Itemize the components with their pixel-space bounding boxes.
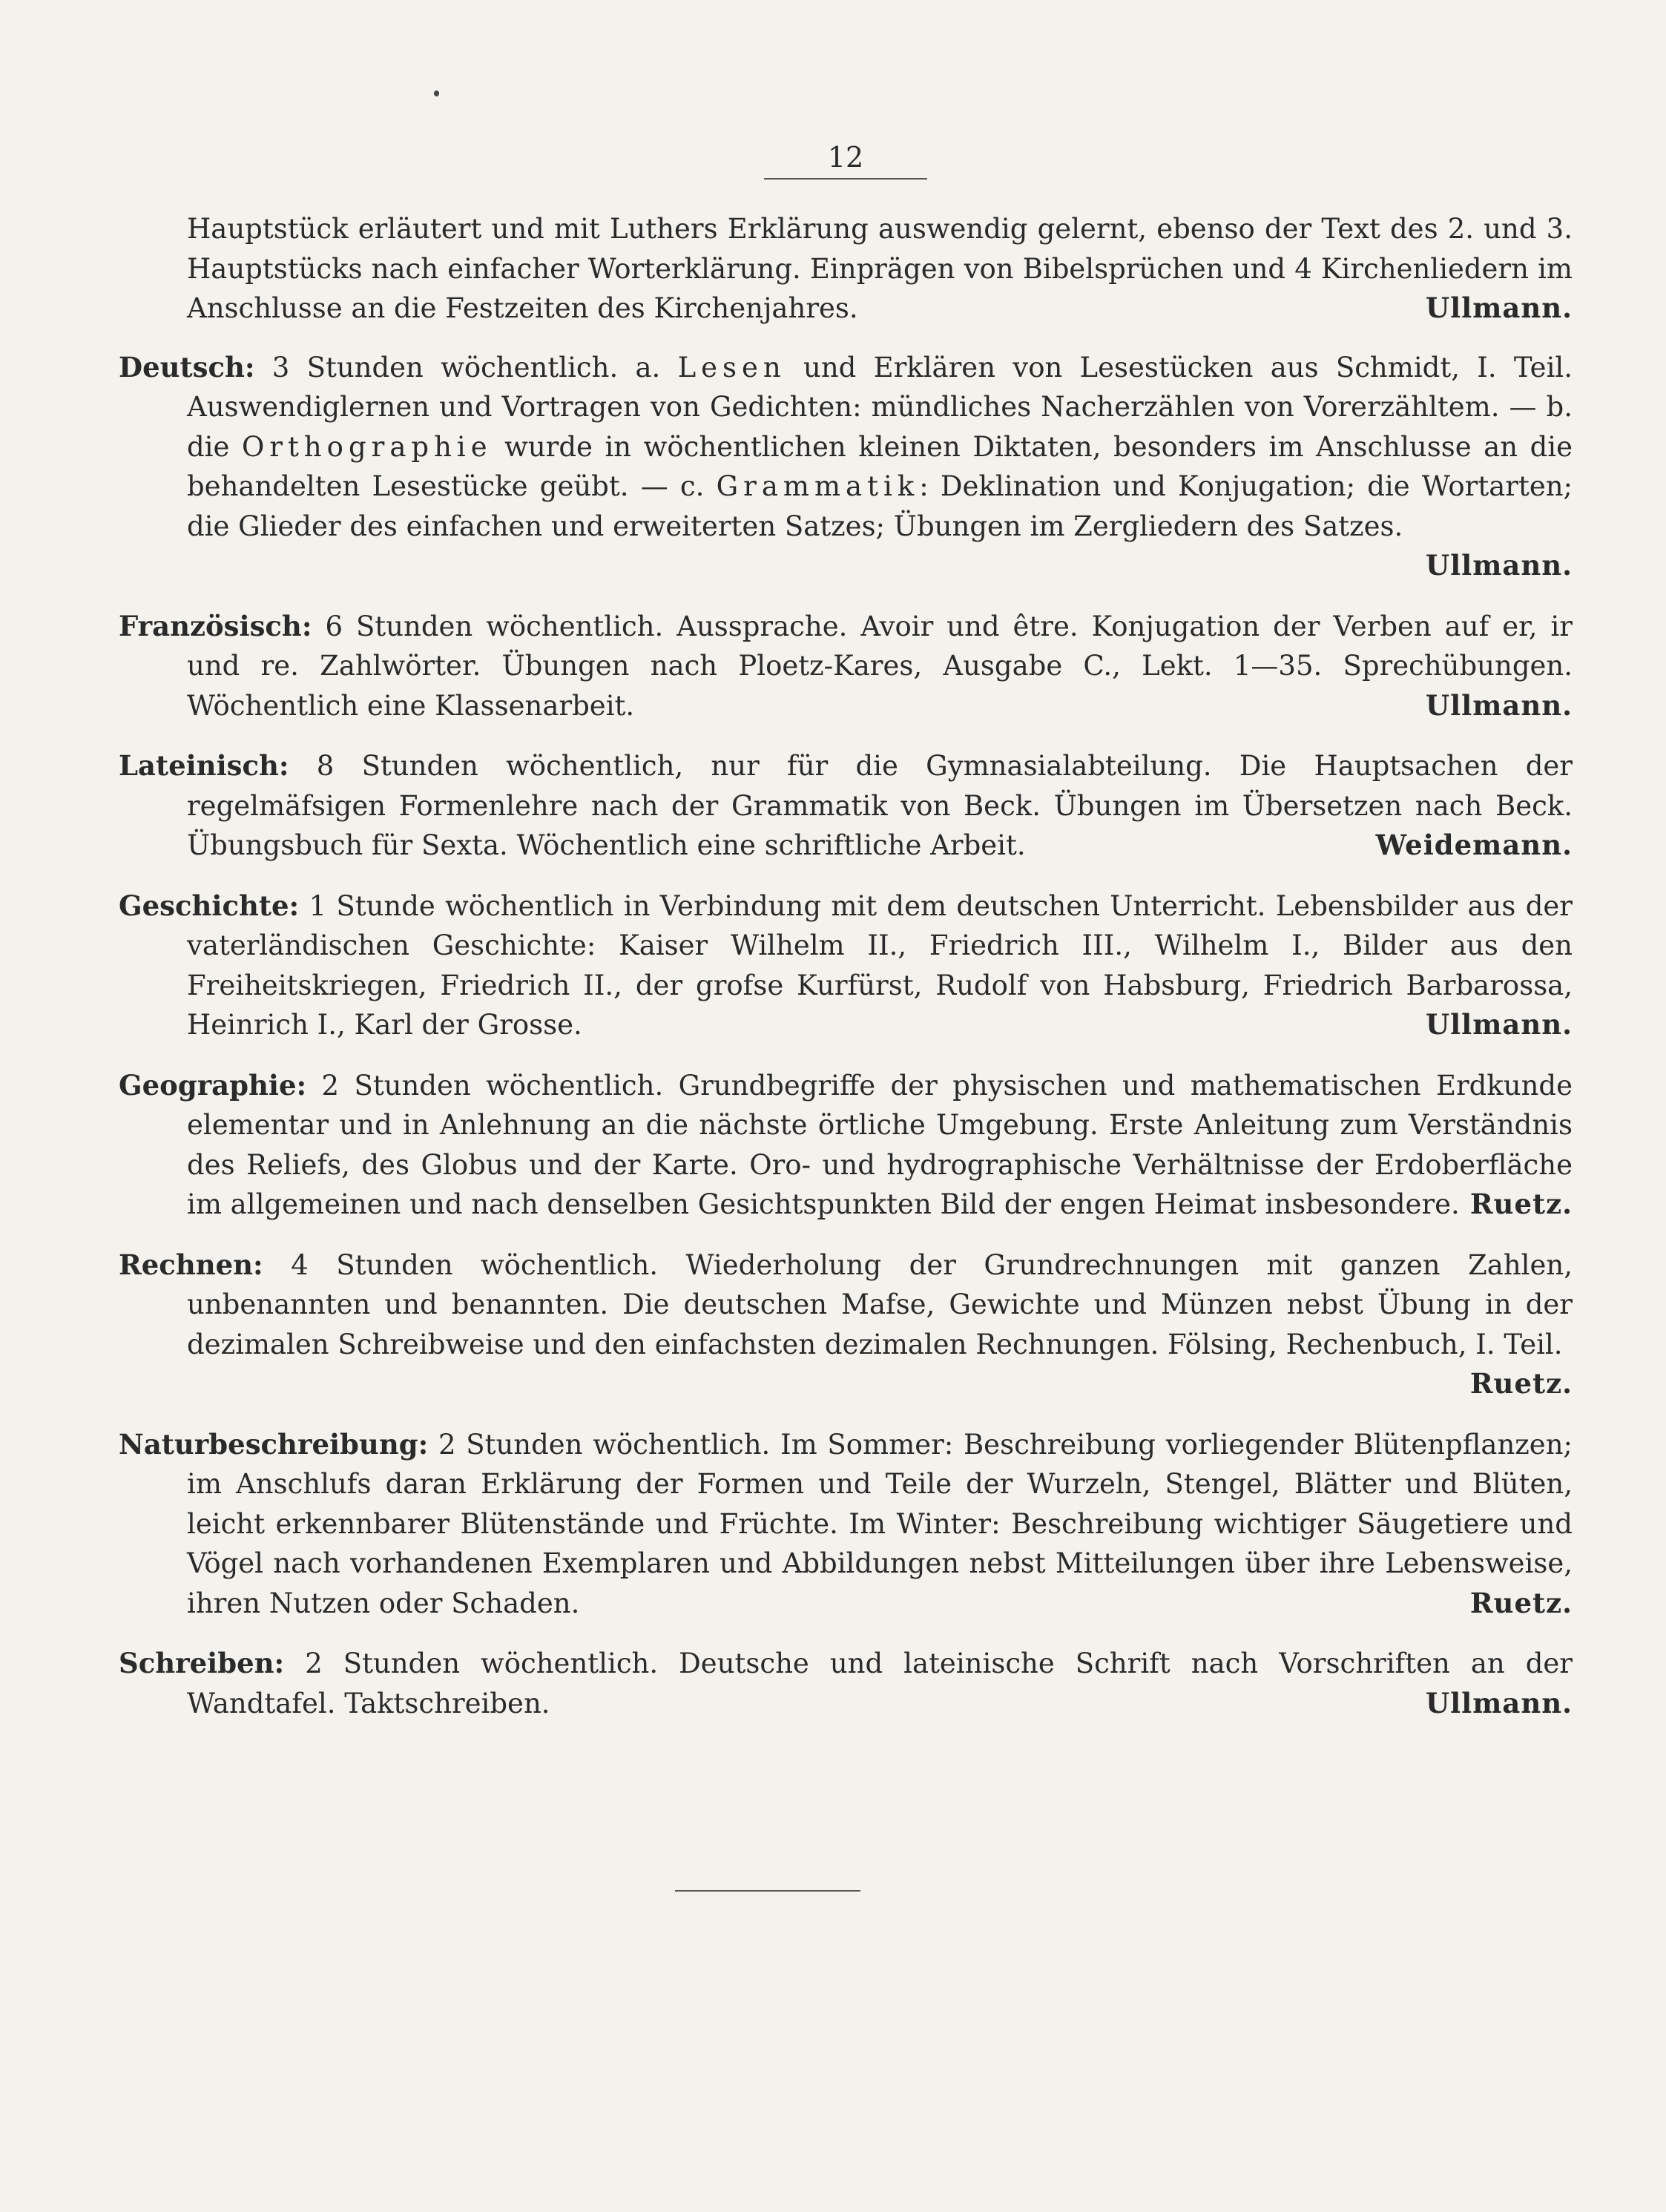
entry-rechnen (119, 1245, 1573, 1404)
intro-paragraph (119, 209, 1573, 329)
teacher-name: Ullmann. (1425, 688, 1573, 722)
spaced-term: Grammatik (716, 470, 920, 502)
subject-title: Französisch: (119, 609, 312, 642)
intro-teacher: Ullmann. (1425, 292, 1573, 324)
subject-title: Schreiben: (119, 1647, 285, 1679)
subject-title: Geographie: (119, 1068, 307, 1102)
teacher-name: Ullmann. (1425, 1008, 1573, 1041)
teacher-name: Ruetz. (1469, 1367, 1573, 1400)
entry-text: 1 Stunde wöchentlich in Verbindung mit dem deutschen Unterricht. Lebensbilder aus der vaterländischen Geschichte: Kaiser Wilhelm II., Friedrich III., Wilhelm I., Bilder aus den Freiheitskriegen, Friedrich II., der grofse Kurfürst, Rudolf von Habsburg, Friedrich Barbarossa, Heinrich I., Karl der Grosse. (187, 889, 1573, 1041)
spaced-term: Orthographie (241, 430, 493, 463)
entry-text: 8 Stunden wöchentlich, nur für die Gymnasialabteilung. Die Hauptsachen der regelmäfsigen Formenlehre nach der Grammatik von Beck. Übungen im Übersetzen nach Beck. Übungsbuch für Sexta. Wöchentlich eine schriftliche Arbeit. (187, 750, 1573, 861)
teacher-name: Ruetz. (1469, 1188, 1573, 1220)
entry-text: und Erklären von Lesestücken aus Schmidt, I. Teil. Auswendiglernen und Vortragen von Gedichten: mündliches Nacherzählen von Vorerzähltem. — b. die (187, 351, 1573, 463)
entry-text: wurde in wöchentlichen kleinen Diktaten, besonders im Anschlusse an die behandelten Lesestücke geübt. — c. (187, 430, 1573, 502)
teacher-name: Weidemann. (1375, 829, 1573, 861)
entry-geschichte (119, 886, 1573, 1045)
entry-naturbeschreibung (119, 1425, 1573, 1624)
teacher-name: Ullmann. (1425, 549, 1573, 582)
entry-geographie (119, 1066, 1573, 1225)
entry-text: 3 Stunden wöchentlich. a. (254, 351, 678, 384)
subject-title: Geschichte: (119, 889, 300, 922)
subject-title: Rechnen: (119, 1248, 263, 1281)
page-body (119, 209, 1573, 1744)
page-number: 12 (827, 141, 864, 174)
subject-title: Naturbeschreibung: (119, 1427, 429, 1461)
spaced-term: Lesen (677, 351, 786, 384)
entry-text: 4 Stunden wöchentlich. Wiederholung der Grundrechnungen mit ganzen Zahlen, unbenannten und benannten. Die deutschen Mafse, Gewichte und Münzen nebst Übung in der dezimalen Schreibweise und den einfachsten dezimalen Rechnungen. Fölsing, Rechenbuch, I. Teil. (187, 1248, 1573, 1360)
entry-text: 6 Stunden wöchentlich. Aussprache. Avoir und être. Konjugation der Verben auf er, ir und re. Zahlwörter. Übungen nach Ploetz-Kares, Ausgabe C., Lekt. 1—35. Sprechübungen. Wöchentlich eine Klassenarbeit. (187, 610, 1573, 722)
intro-text: Hauptstück erläutert und mit Luthers Erklärung auswendig gelernt, ebenso der Text des 2. und 3. Hauptstücks nach einfacher Worterklärung. Einprägen von Bibelsprüchen und 4 Kirchenliedern im Anschlusse an die Festzeiten des Kirchenjahres. (187, 213, 1573, 324)
entry-schreiben (119, 1644, 1573, 1723)
entry-deutsch (119, 348, 1573, 586)
entry-text: 2 Stunden wöchentlich. Im Sommer: Beschreibung vorliegender Blütenpflanzen; im Anschlufs daran Erklärung der Formen und Teile der Wurzeln, Stengel, Blätter und Blüten, leicht erkennbarer Blütenstände und Früchte. Im Winter: Beschreibung wichtiger Säugetiere und Vögel nach vorhandenen Exemplaren und Abbildungen nebst Mitteilungen über ihre Lebensweise, ihren Nutzen oder Schaden. (187, 1428, 1573, 1619)
teacher-name: Ruetz. (1469, 1586, 1573, 1619)
entry-text: 2 Stunden wöchentlich. Deutsche und lateinische Schrift nach Vorschriften an der Wandtafel. Taktschreiben. (187, 1648, 1573, 1719)
entry-franzoesisch (119, 607, 1573, 726)
ink-speck (434, 90, 439, 96)
subject-title: Lateinisch: (119, 749, 289, 782)
end-rule (675, 1890, 860, 1892)
page-number-rule (764, 178, 927, 180)
subject-title: Deutsch: (119, 350, 255, 384)
teacher-name: Ullmann. (1425, 1686, 1573, 1719)
entry-text: : Deklination und Konjugation; die Wortarten; die Glieder des einfachen und erweiterten Satzes; Übungen im Zergliedern des Satzes. (187, 470, 1573, 542)
entry-text: 2 Stunden wöchentlich. Grundbegriffe der physischen und mathematischen Erdkunde elementar und in Anlehnung an die nächste örtliche Umgebung. Erste Anleitung zum Verständnis des Reliefs, des Globus und der Karte. Oro- und hydrographische Verhältnisse der Erdoberfläche im allgemeinen und nach denselben Gesichtspunkten Bild der engen Heimat insbesondere. (187, 1069, 1573, 1220)
entry-lateinisch (119, 746, 1573, 866)
